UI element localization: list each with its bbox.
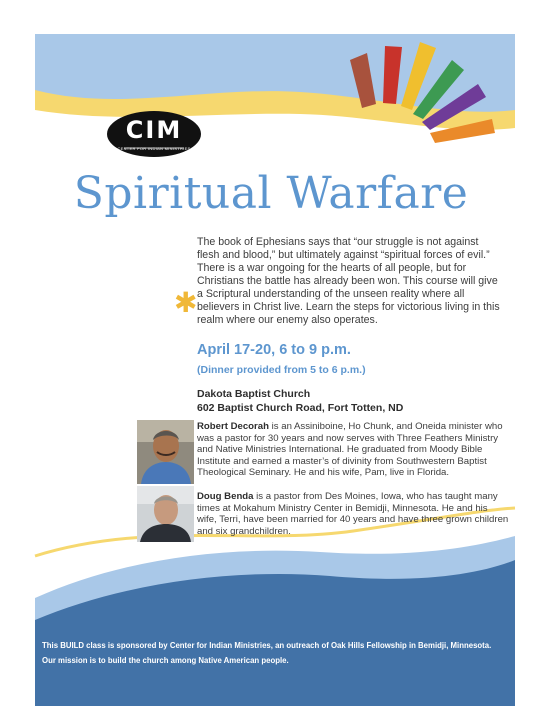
logo-abbreviation: CIM [125,116,183,144]
speaker-bio-robert [197,421,509,479]
asterisk-icon: ✱ [174,286,198,319]
event-date: April 17-20, 6 to 9 p.m. [197,342,351,358]
footer-line-2: Our mission is to build the church among Native American people. [42,656,289,665]
speaker-name: Doug Benda [197,491,254,502]
speaker-bio-text: is an Assiniboine, Ho Chunk, and Oneida minister who was a pastor for 30 years and now serves with Three Feathers Ministry and Native Ministries International. He graduated from Moody Bible Institute and earned a master’s of divinity from Southwestern Baptist Theological Seminary. He and his wife, Pam, live in Florida. [197,421,503,479]
speaker-photo-robert [137,420,194,484]
footer-line-1: This BUILD class is sponsored by Center for Indian Ministries, an outreach of Oak Hills Fellowship in Bemidji, Minnesota. [42,641,492,650]
intro-paragraph: The book of Ephesians says that “our struggle is not against flesh and blood,” but ultimately against “spiritual forces of evil.” There is a war ongoing for the hearts of all people, but for Christians the battle has already been won. This course will give a Scriptural understanding of the unseen reality where all believers in Christ live. Learn the steps for victorious living in this realm where our enemy also operates. [197,236,500,326]
page-title: Spiritual Warfare [73,168,469,219]
speaker-photo-doug [137,486,194,542]
speaker-bio-text: is a pastor from Des Moines, Iowa, who has taught many times at Mokahum Ministry Center in Bemidji, Minnesota. He and his wife, Terri, have been married for 40 years and have three grown children and six grandchildren. [197,491,509,537]
logo-subtitle: CENTER FOR INDIAN MINISTRIES [117,146,191,151]
footer-text [42,638,502,668]
event-venue: Dakota Baptist Church [197,388,311,400]
speaker-bio-doug [197,491,509,537]
event-address: 602 Baptist Church Road, Fort Totten, ND [197,402,404,414]
speaker-name: Robert Decorah [197,421,269,432]
event-dinner: (Dinner provided from 5 to 6 p.m.) [197,364,366,376]
